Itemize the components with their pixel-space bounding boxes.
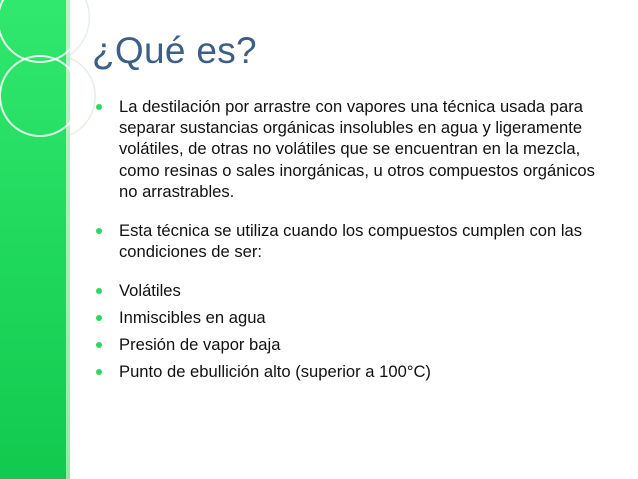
bullet-text: Presión de vapor baja [119, 334, 281, 354]
bullet-icon [96, 104, 102, 110]
bullet-text: Punto de ebullición alto (superior a 100°C) [119, 361, 431, 381]
bullet-icon [96, 369, 102, 375]
bullet-item [94, 96, 609, 202]
bullet-item [94, 361, 609, 382]
bullet-list [94, 96, 609, 382]
bullet-text: Volátiles [119, 281, 181, 301]
bullet-item [94, 280, 609, 301]
side-panel [0, 0, 70, 479]
bullet-item [94, 334, 609, 355]
bullet-icon [96, 342, 102, 348]
bullet-icon [96, 288, 102, 294]
bullet-icon [96, 315, 102, 321]
slide-title: ¿Qué es? [92, 30, 257, 71]
bullet-text: La destilación por arrastre con vapores una técnica usada para separar sustancias orgánicas insolubles en agua y ligeramente volátiles, de otras no volátiles que se encuentran en la mezcla, como resinas o sales inorgánicas, u otros compuestos orgánicos no arrastrables. [119, 97, 595, 201]
bullet-item [94, 307, 609, 328]
bullet-item [94, 220, 609, 262]
bullet-text: Inmiscibles en agua [119, 308, 266, 328]
bullet-icon [96, 228, 102, 234]
bullet-text: Esta técnica se utiliza cuando los compuestos cumplen con las condiciones de ser: [119, 221, 583, 262]
